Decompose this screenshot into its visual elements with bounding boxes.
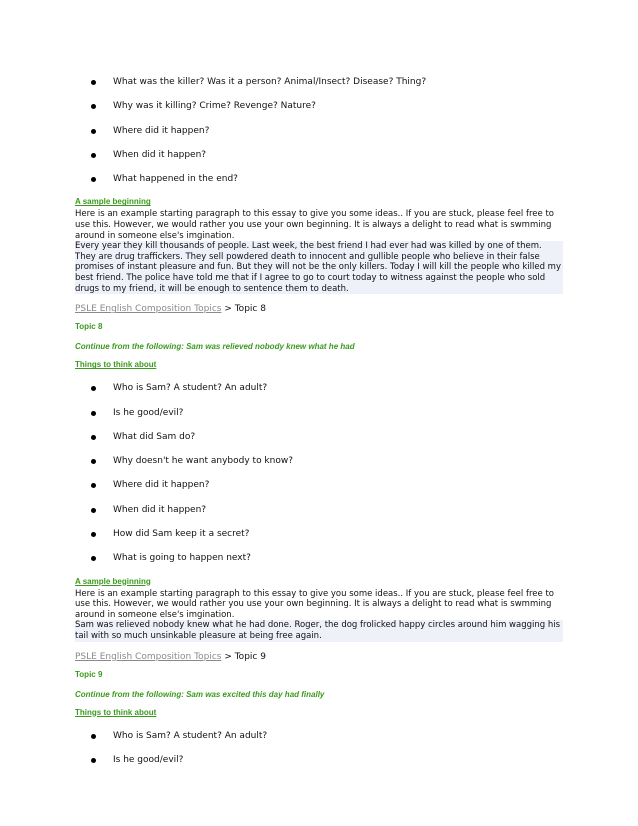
list-item: Who is Sam? A student? An adult? <box>0 376 638 400</box>
bullet-icon <box>91 532 96 537</box>
list-item: Is he good/evil? <box>0 401 638 425</box>
list-item: What happened in the end? <box>0 167 638 191</box>
things-to-think-heading[interactable]: Things to think about <box>75 707 157 717</box>
breadcrumb-current: > Topic 9 <box>221 651 266 662</box>
topic9-bullet-list <box>0 724 638 773</box>
breadcrumb <box>75 650 638 664</box>
list-item: What did Sam do? <box>0 425 638 449</box>
topic-title: Topic 9 <box>75 669 103 679</box>
topic8-bullet-list <box>0 376 638 570</box>
sample-beginning-heading[interactable]: A sample beginning <box>75 197 151 207</box>
list-item: How did Sam keep it a secret? <box>0 522 638 546</box>
bullet-icon <box>91 153 96 158</box>
bullet-icon <box>91 411 96 416</box>
intro-paragraph: Here is an example starting paragraph to this essay to give you some ideas.. If you are stuck, please feel free to use this. However, we would rather you use your own beginning. It is always a delight to read what is swmming around in someone else's imgination. <box>75 209 554 241</box>
topic-title: Topic 8 <box>75 322 103 332</box>
list-item: Why was it killing? Crime? Revenge? Nature? <box>0 94 638 118</box>
list-item: Where did it happen? <box>0 119 638 143</box>
list-item: Who is Sam? A student? An adult? <box>0 724 638 748</box>
bullet-icon <box>91 80 96 85</box>
things-to-think-heading[interactable]: Things to think about <box>75 360 157 370</box>
list-item: What is going to happen next? <box>0 546 638 570</box>
bullet-icon <box>91 556 96 561</box>
bullet-icon <box>91 104 96 109</box>
bullet-icon <box>91 734 96 739</box>
topic-prompt: Continue from the following: Sam was relieved nobody knew what he had <box>75 342 355 352</box>
bullet-icon <box>91 758 96 763</box>
bullet-icon <box>91 435 96 440</box>
bullet-icon <box>91 483 96 488</box>
topic7-bullet-list <box>0 70 638 191</box>
topic-prompt: Continue from the following: Sam was excited this day had finally <box>75 689 325 699</box>
list-item: Where did it happen? <box>0 473 638 497</box>
bullet-icon <box>91 508 96 513</box>
sample-paragraph: Sam was relieved nobody knew what he had done. Roger, the dog frolicked happy circles around him wagging his tail with so much unsinkable pleasure at being free again. <box>75 620 563 641</box>
breadcrumb-link[interactable]: PSLE English Composition Topics <box>75 651 222 662</box>
list-item: Is he good/evil? <box>0 748 638 772</box>
breadcrumb <box>75 302 638 316</box>
list-item: When did it happen? <box>0 498 638 522</box>
breadcrumb-link[interactable]: PSLE English Composition Topics <box>75 304 222 315</box>
bullet-icon <box>91 129 96 134</box>
bullet-icon <box>91 459 96 464</box>
sample-beginning-heading[interactable]: A sample beginning <box>75 576 151 586</box>
breadcrumb-current: > Topic 8 <box>221 304 266 315</box>
list-item: What was the killer? Was it a person? Animal/Insect? Disease? Thing? <box>0 70 638 94</box>
intro-paragraph: Here is an example starting paragraph to this essay to give you some ideas.. If you are stuck, please feel free to use this. However, we would rather you use your own beginning. It is always a delight to read what is swmming around in someone else's imgination. <box>75 588 554 620</box>
sample-paragraph: Every year they kill thousands of people. Last week, the best friend I had ever had was killed by one of them. They are drug traffickers. They sell powdered death to innocent and gullible people who believe in their false promises of instant pleasure and fun. But they will not be the only killers. Today I will kill the people who killed my best friend. The police have told me that if I agree to go to court today to witness against the people who sold drugs to my friend, it will be enough to sentence them to death. <box>75 241 561 294</box>
bullet-icon <box>91 177 96 182</box>
bullet-icon <box>91 386 96 391</box>
list-item: Why doesn't he want anybody to know? <box>0 449 638 473</box>
list-item: When did it happen? <box>0 143 638 167</box>
